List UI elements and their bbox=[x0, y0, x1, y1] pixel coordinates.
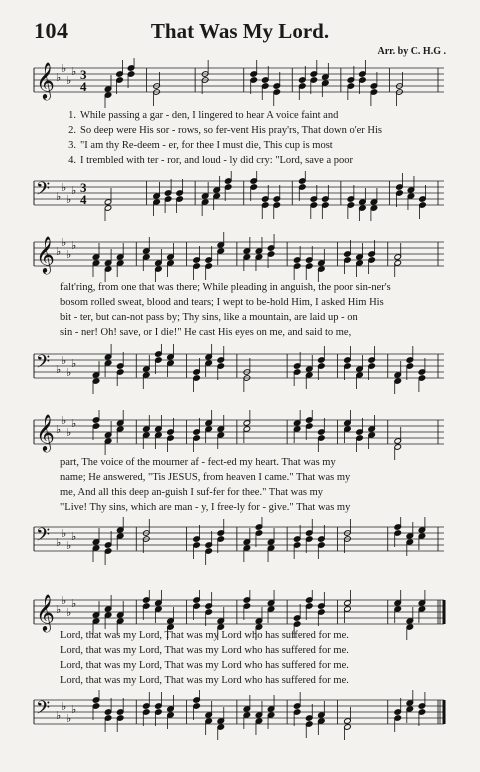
lyric-line: Lord, that was my Lord, That was my Lord who has suffered for me. bbox=[60, 630, 349, 641]
treble-clef-icon: 𝄞 bbox=[36, 413, 55, 451]
svg-text:♭: ♭ bbox=[66, 712, 72, 725]
lyric-line: name; He answered, "Tis JESUS, from heaven I came." That was my bbox=[60, 472, 351, 483]
svg-text:♭: ♭ bbox=[66, 248, 72, 261]
svg-text:♭: ♭ bbox=[56, 709, 62, 722]
svg-text:♭: ♭ bbox=[71, 417, 77, 430]
lyric-line: Lord, that was my Lord, That was my Lord who has suffered for me. bbox=[60, 645, 349, 656]
lyric-line: part, The voice of the mourner af - fect-ed my heart. That was my bbox=[60, 457, 336, 468]
lyric-line: "Live! Thy sins, which are man - y, I free-ly for - give." That was my bbox=[60, 502, 351, 513]
lyric-line: bosom rolled sweat, blood and tears; I wept to be-hold Him, I asked Him His bbox=[60, 297, 384, 308]
svg-text:♭: ♭ bbox=[66, 539, 72, 552]
treble-staff-3 bbox=[0, 410, 480, 460]
svg-text:3: 3 bbox=[80, 67, 87, 82]
arranger-credit: Arr. by C. H.G . bbox=[377, 46, 446, 57]
bass-clef-icon: 𝄢 bbox=[36, 698, 51, 723]
svg-text:♭: ♭ bbox=[61, 181, 67, 194]
lyrics-block-4 bbox=[60, 628, 442, 688]
treble-staff-2 bbox=[0, 232, 480, 282]
svg-text:♭: ♭ bbox=[56, 363, 62, 376]
lyric-line: Lord, that was my Lord, That was my Lord who has suffered for me. bbox=[60, 675, 349, 686]
svg-text:♭: ♭ bbox=[66, 426, 72, 439]
svg-text:♭: ♭ bbox=[56, 190, 62, 203]
treble-clef-icon: 𝄞 bbox=[36, 61, 55, 99]
lyrics-block-2 bbox=[60, 280, 442, 340]
lyric-line: 4. I trembled with ter - ror, and loud - ly did cry: "Lord, save a poor bbox=[68, 155, 353, 166]
svg-text:♭: ♭ bbox=[61, 527, 67, 540]
svg-text:♭: ♭ bbox=[71, 597, 77, 610]
svg-text:4: 4 bbox=[80, 79, 87, 94]
treble-clef-icon: 𝄞 bbox=[36, 593, 55, 631]
svg-text:♭: ♭ bbox=[61, 354, 67, 367]
svg-text:3: 3 bbox=[80, 180, 87, 195]
treble-staff-1 bbox=[0, 58, 480, 108]
lyric-line: sin - ner! Oh! save, or I die!" He cast His eyes on me, and said to me, bbox=[60, 327, 352, 338]
bass-staff-3 bbox=[0, 517, 480, 567]
lyric-line: 2. So deep were His sor - rows, so fer-vent His pray'rs, That down o'er His bbox=[68, 125, 382, 136]
svg-text:♭: ♭ bbox=[71, 184, 77, 197]
svg-text:♭: ♭ bbox=[61, 414, 67, 427]
treble-clef-icon: 𝄞 bbox=[36, 235, 55, 273]
lyric-line: bit - ter, but can-not pass by; Thy sins, like a mountain, are laid up - on bbox=[60, 312, 358, 323]
svg-text:♭: ♭ bbox=[66, 366, 72, 379]
bass-staff-1 bbox=[0, 171, 480, 221]
svg-text:♭: ♭ bbox=[66, 606, 72, 619]
lyric-line: me, And all this deep an-guish I suf-fer for thee." That was my bbox=[60, 487, 324, 498]
svg-text:♭: ♭ bbox=[56, 423, 62, 436]
svg-text:♭: ♭ bbox=[61, 236, 67, 249]
bass-staff-2 bbox=[0, 344, 480, 394]
svg-text:♭: ♭ bbox=[56, 71, 62, 84]
lyric-line: 1. While passing a gar - den, I lingered to hear A voice faint and bbox=[68, 110, 339, 121]
lyric-line: Lord, that was my Lord, That was my Lord who has suffered for me. bbox=[60, 660, 349, 671]
hymn-title: That Was My Lord. bbox=[150, 19, 330, 43]
page-number: 104 bbox=[34, 18, 69, 43]
svg-text:♭: ♭ bbox=[61, 594, 67, 607]
svg-text:♭: ♭ bbox=[61, 62, 67, 75]
svg-text:4: 4 bbox=[80, 192, 87, 207]
lyric-line: falt'ring, from one that was there; While pleading in anguish, the poor sin-ner's bbox=[60, 282, 391, 293]
svg-text:♭: ♭ bbox=[56, 245, 62, 258]
svg-text:♭: ♭ bbox=[71, 357, 77, 370]
svg-text:♭: ♭ bbox=[71, 530, 77, 543]
svg-text:♭: ♭ bbox=[71, 65, 77, 78]
svg-text:♭: ♭ bbox=[71, 703, 77, 716]
lyrics-block-1 bbox=[60, 108, 442, 168]
svg-text:♭: ♭ bbox=[66, 193, 72, 206]
lyric-line: 3. "I am thy Re-deem - er, for thee I must die, This cup is most bbox=[68, 140, 333, 151]
lyrics-block-3 bbox=[60, 455, 442, 515]
bass-clef-icon: 𝄢 bbox=[36, 179, 51, 204]
bass-clef-icon: 𝄢 bbox=[36, 352, 51, 377]
svg-text:♭: ♭ bbox=[71, 239, 77, 252]
svg-text:♭: ♭ bbox=[61, 700, 67, 713]
bass-staff-4 bbox=[0, 690, 480, 740]
svg-text:♭: ♭ bbox=[56, 536, 62, 549]
svg-text:♭: ♭ bbox=[66, 74, 72, 87]
svg-text:♭: ♭ bbox=[56, 603, 62, 616]
bass-clef-icon: 𝄢 bbox=[36, 525, 51, 550]
